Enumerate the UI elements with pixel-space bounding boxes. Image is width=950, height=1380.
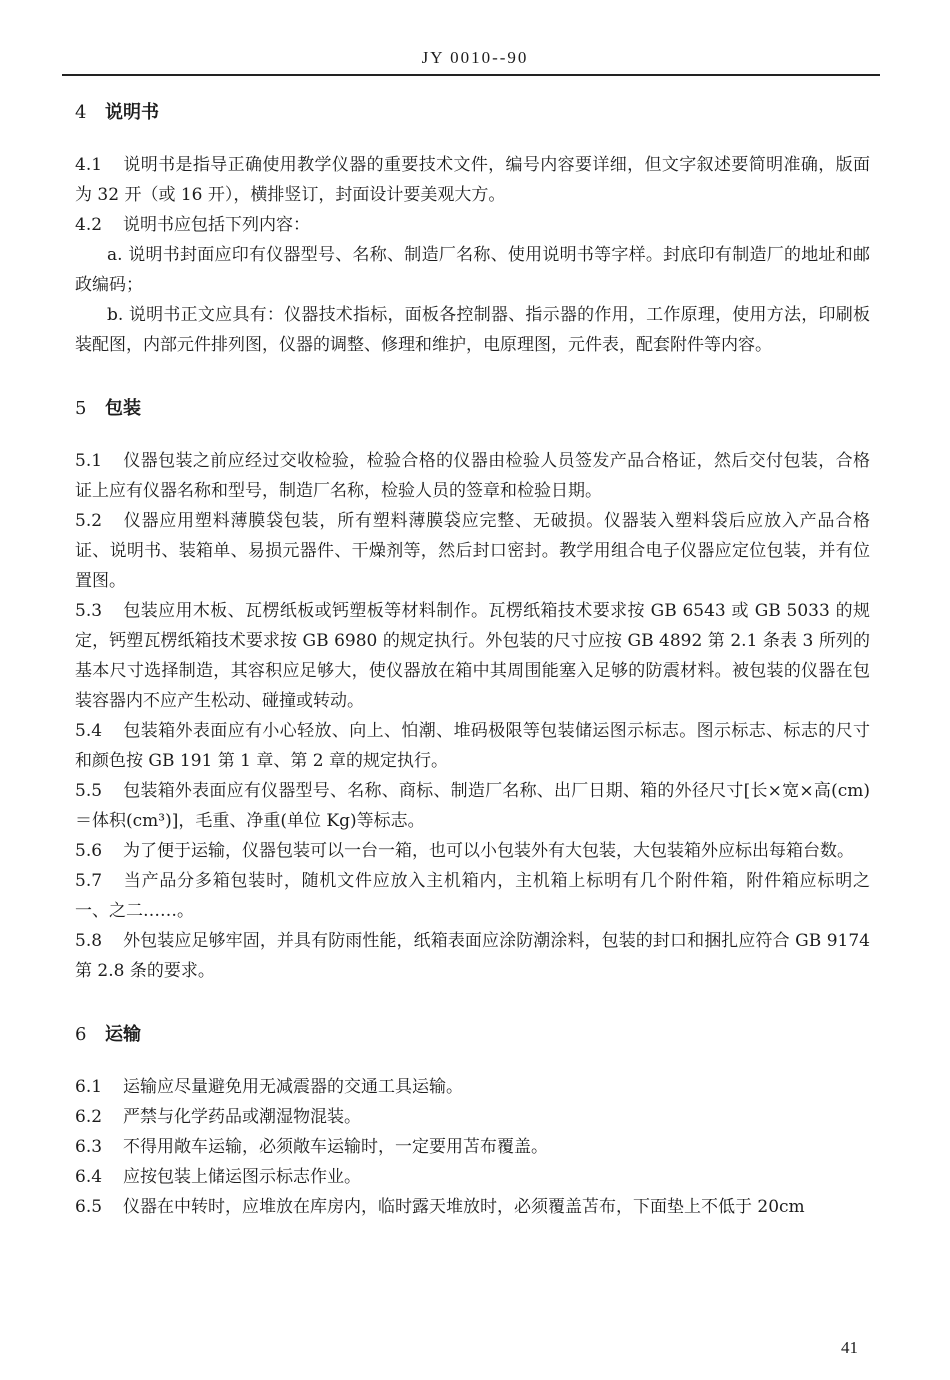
section-heading [75, 394, 870, 424]
clause [75, 1132, 870, 1162]
clause [75, 1162, 870, 1192]
clause-number: 4.2 [75, 215, 103, 235]
clause-number: 5.5 [75, 781, 103, 801]
clause [75, 1072, 870, 1102]
clause [75, 926, 870, 986]
clause-number: 6.2 [75, 1107, 103, 1127]
section-title: 包装 [105, 398, 141, 419]
clause-text: 包装箱外表面应有仪器型号、名称、商标、制造厂名称、出厂日期、箱的外径尺寸[长×宽×高(cm)＝体积(cm³)]，毛重、净重(单位 Kg)等标志。 [75, 781, 870, 831]
clause [75, 596, 870, 716]
clause-number: 5.3 [75, 601, 103, 621]
section-heading [75, 1020, 870, 1050]
header-rule [62, 74, 880, 76]
clause-text: 应按包装上储运图示标志作业。 [123, 1167, 361, 1187]
clause [75, 506, 870, 596]
clause-text: 说明书应包括下列内容： [123, 215, 310, 235]
sub-item-text: b. 说明书正文应具有：仪器技术指标，面板各控制器、指示器的作用，工作原理，使用方法，印刷板装配图，内部元件排列图，仪器的调整、修理和维护，电原理图，元件表，配套附件等内容。 [75, 305, 870, 355]
section-title: 说明书 [105, 102, 159, 123]
clause-text: 当产品分多箱包装时，随机文件应放入主机箱内，主机箱上标明有几个附件箱，附件箱应标明之一、之二……。 [75, 871, 870, 921]
clause [75, 446, 870, 506]
section-number: 6 [75, 1024, 87, 1045]
standard-code-header: JY 0010--90 [421, 48, 529, 67]
section-heading [75, 98, 870, 128]
clause-text: 为了便于运输，仪器包装可以一台一箱，也可以小包装外有大包装，大包装箱外应标出每箱台数。 [123, 841, 854, 861]
clause [75, 716, 870, 776]
clause-number: 5.7 [75, 871, 103, 891]
clause-text: 仪器应用塑料薄膜袋包装，所有塑料薄膜袋应完整、无破损。仪器装入塑料袋后应放入产品合格证、说明书、装箱单、易损元器件、干燥剂等，然后封口密封。教学用组合电子仪器应定位包装，并有位置图。 [75, 511, 870, 591]
sub-item [75, 240, 870, 300]
clause-number: 6.3 [75, 1137, 103, 1157]
sub-item-text: a. 说明书封面应印有仪器型号、名称、制造厂名称、使用说明书等字样。封底印有制造厂的地址和邮政编码； [75, 245, 870, 295]
sub-item [75, 300, 870, 360]
clause-number: 4.1 [75, 155, 103, 175]
clause-text: 仪器包装之前应经过交收检验，检验合格的仪器由检验人员签发产品合格证，然后交付包装，合格证上应有仪器名称和型号，制造厂名称，检验人员的签章和检验日期。 [75, 451, 870, 501]
clause-number: 5.8 [75, 931, 103, 951]
clause-number: 5.4 [75, 721, 103, 741]
clause-number: 5.6 [75, 841, 103, 861]
clause-text: 不得用敞车运输，必须敞车运输时，一定要用苫布覆盖。 [123, 1137, 548, 1157]
clause [75, 836, 870, 866]
section-number: 5 [75, 398, 87, 419]
clause [75, 866, 870, 926]
clause-number: 6.4 [75, 1167, 103, 1187]
clause [75, 1102, 870, 1132]
section-number: 4 [75, 102, 87, 123]
clause [75, 776, 870, 836]
page-number: 41 [841, 1338, 858, 1357]
clause-number: 5.1 [75, 451, 103, 471]
clause-text: 包装应用木板、瓦楞纸板或钙塑板等材料制作。瓦楞纸箱技术要求按 GB 6543 或 GB 5033 的规定，钙塑瓦楞纸箱技术要求按 GB 6980 的规定执行。外包装的尺寸应按 GB 4892 第 2.1 条表 3 所列的基本尺寸选择制造，其容积应足够大，使仪器放在箱中其周围能塞入足够的防震材料。被包装的仪器在包装容器内不应产生松动、碰撞或转动。 [75, 601, 870, 711]
clause-text: 包装箱外表面应有小心轻放、向上、怕潮、堆码极限等包装储运图示标志。图示标志、标志的尺寸和颜色按 GB 191 第 1 章、第 2 章的规定执行。 [75, 721, 870, 771]
clause-number: 6.5 [75, 1197, 103, 1217]
clause-text: 仪器在中转时，应堆放在库房内，临时露天堆放时，必须覆盖苫布，下面垫上不低于 20cm [123, 1197, 805, 1217]
clause [75, 1192, 870, 1222]
document-body [75, 98, 870, 1222]
clause-text: 严禁与化学药品或潮湿物混装。 [123, 1107, 361, 1127]
clause [75, 210, 870, 240]
clause-text: 运输应尽量避免用无减震器的交通工具运输。 [123, 1077, 463, 1097]
clause-text: 说明书是指导正确使用教学仪器的重要技术文件，编号内容要详细，但文字叙述要简明准确，版面为 32 开（或 16 开），横排竖订，封面设计要美观大方。 [75, 155, 870, 205]
clause [75, 150, 870, 210]
section-title: 运输 [105, 1024, 141, 1045]
clause-number: 6.1 [75, 1077, 103, 1097]
clause-text: 外包装应足够牢固，并具有防雨性能，纸箱表面应涂防潮涂料，包装的封口和捆扎应符合 GB 9174 第 2.8 条的要求。 [75, 931, 870, 981]
clause-number: 5.2 [75, 511, 103, 531]
